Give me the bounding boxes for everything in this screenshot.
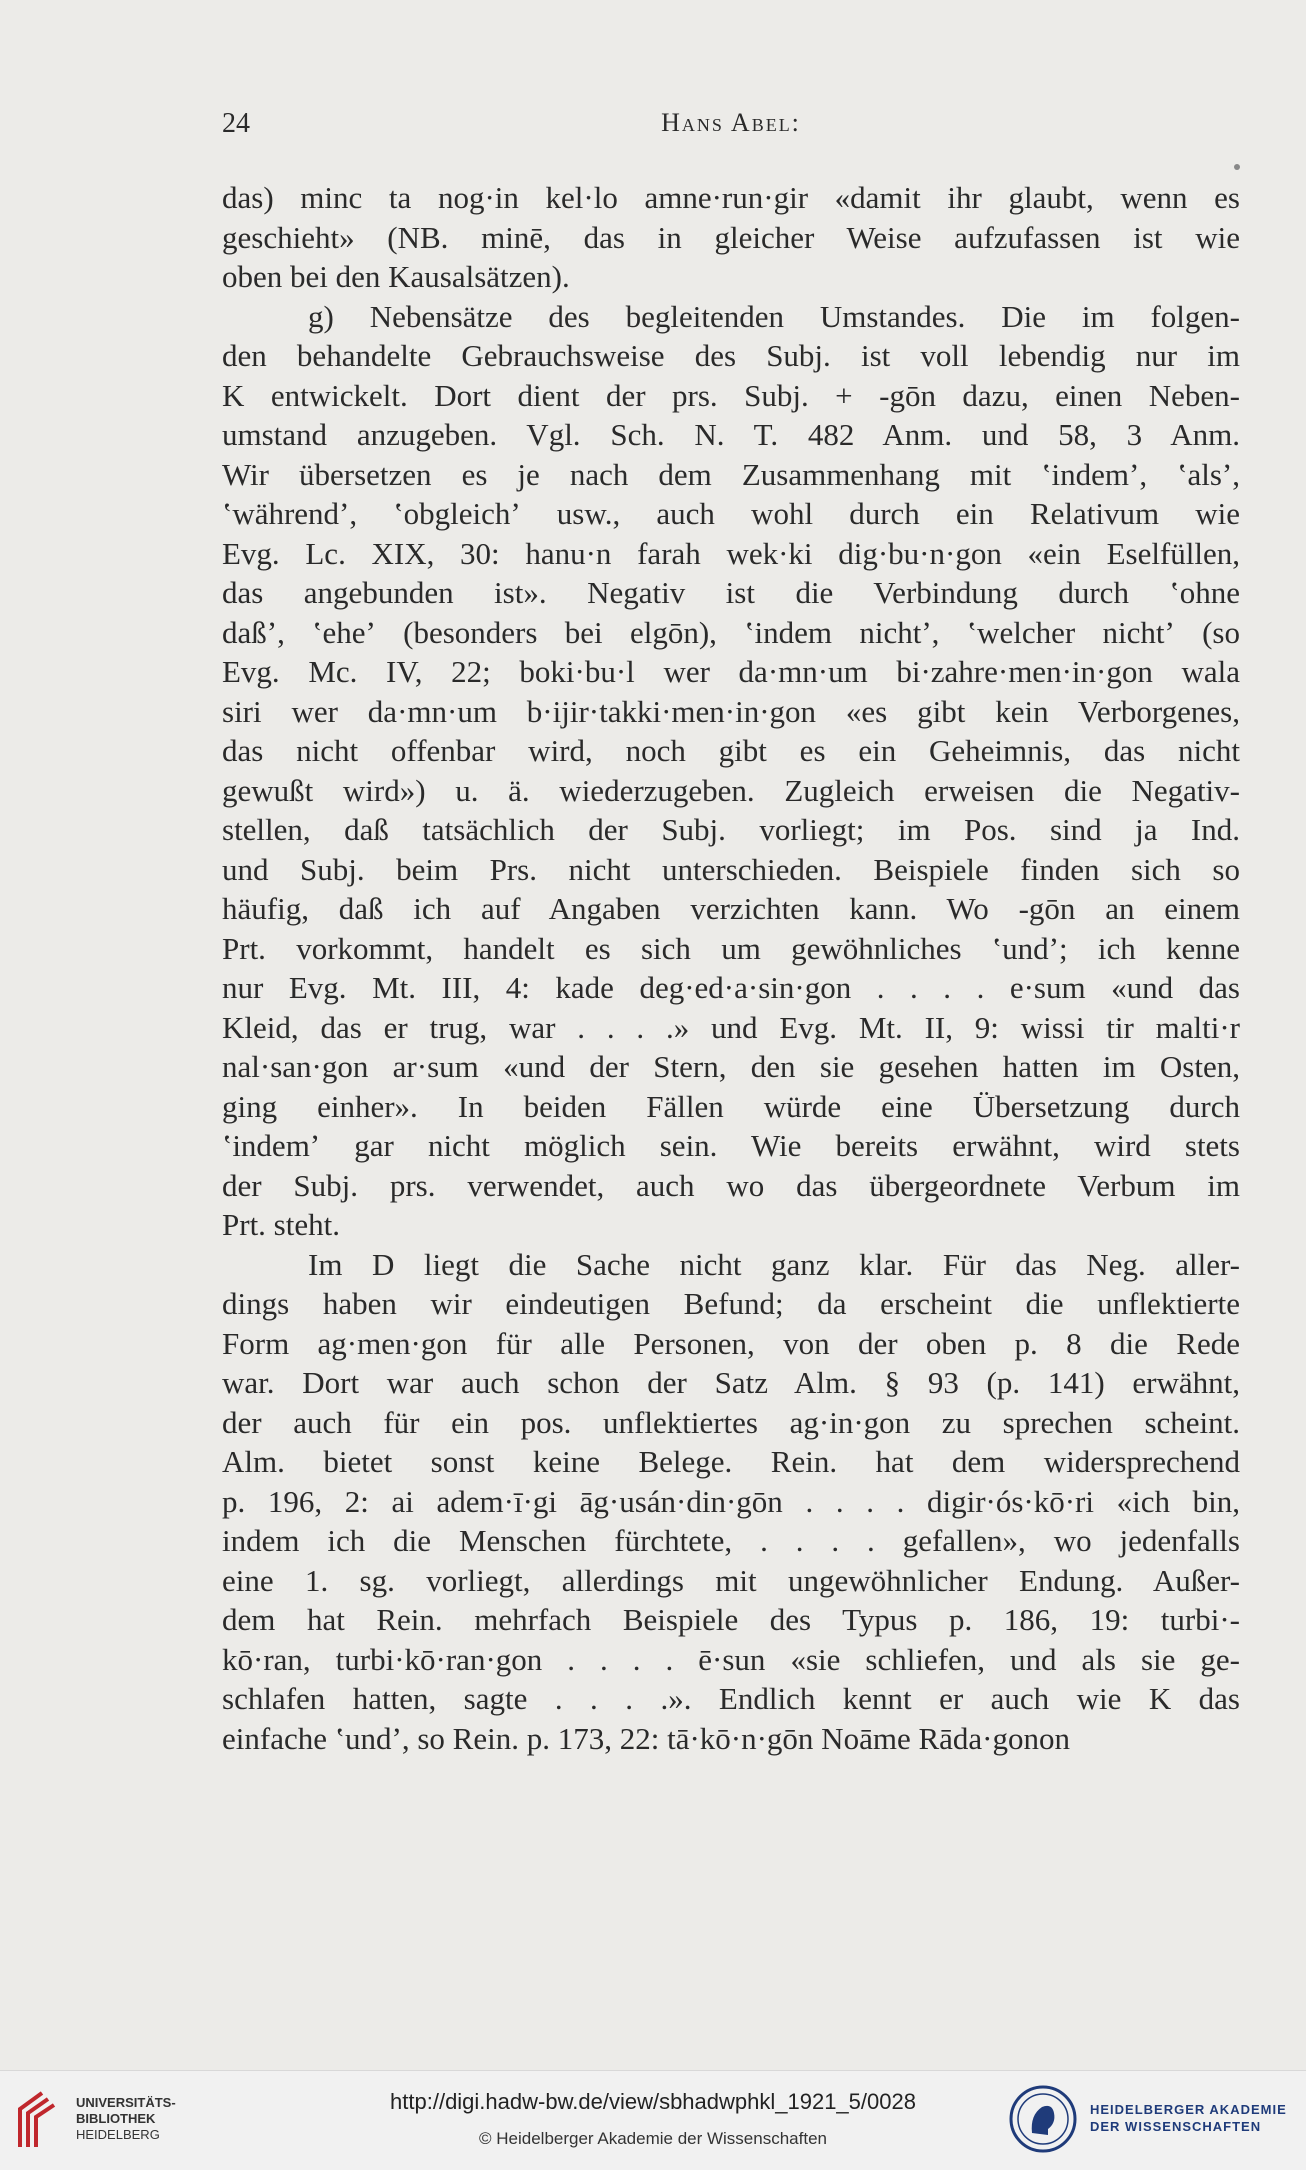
viewer-footer xyxy=(0,2070,1306,2170)
text-line: Prt. vorkommt, handelt es sich um gewöhnliches ʽundʼ; ich kenne xyxy=(222,930,1240,966)
text-line: ʽwährendʼ, ʽobgleichʼ usw., auch wohl durch ein Relativum wie xyxy=(222,496,1240,531)
text-line: kō·ran, turbi·kō·ran·gon . . . . ē·sun «sie schliefen, und als sie ge- xyxy=(222,1641,1240,1677)
text-line: war. Dort war auch schon der Satz Alm. § 93 (p. 141) erwähnt, xyxy=(222,1365,1240,1400)
text-line: und Subj. beim Prs. nicht unterschieden. Beispiele finden sich so xyxy=(222,851,1240,887)
text-line: eine 1. sg. vorliegt, allerdings mit ungewöhnlicher Endung. Außer- xyxy=(222,1562,1240,1598)
text-line: der Subj. prs. verwendet, auch wo das übergeordnete Verbum im xyxy=(222,1167,1240,1203)
text-line: häufig, daß ich auf Angaben verzichten kann. Wo -gōn an einem xyxy=(222,891,1240,926)
ink-speck xyxy=(1234,164,1240,170)
text-line: das nicht offenbar wird, noch gibt es ein Geheimnis, das nicht xyxy=(222,733,1240,768)
library-name-line: BIBLIOTHEK xyxy=(76,2111,156,2126)
text-line: K entwickelt. Dort dient der prs. Subj. + -gōn dazu, einen Neben- xyxy=(222,377,1240,413)
text-line: g) Nebensätze des begleitenden Umstandes. Die im folgen- xyxy=(308,298,1240,334)
library-name-line: UNIVERSITÄTS- xyxy=(76,2095,176,2110)
text-line: einfache ʽundʼ, so Rein. p. 173, 22: tā·kō·n·gōn Noāme Rāda·gonon xyxy=(222,1720,1070,1756)
text-line: das) minc ta nog·in kel·lo amne·run·gir «damit ihr glaubt, wenn es xyxy=(222,180,1240,215)
text-line: Evg. Lc. XIX, 30: hanu·n farah wek·ki dig·bu·n·gon «ein Eselfüllen, xyxy=(222,535,1240,571)
academy-name-line: DER WISSENSCHAFTEN xyxy=(1090,2119,1262,2134)
text-line: Evg. Mc. IV, 22; boki·bu·l wer da·mn·um bi·zahre·men·in·gon wala xyxy=(222,654,1240,689)
permalink-url[interactable]: http://digi.hadw-bw.de/view/sbhadwphkl_1921_5/0028 xyxy=(390,2089,916,2114)
text-line: den behandelte Gebrauchsweise des Subj. ist voll lebendig nur im xyxy=(222,338,1240,373)
text-line: ʽindemʼ gar nicht möglich sein. Wie bereits erwähnt, wird stets xyxy=(222,1128,1240,1163)
text-line: indem ich die Menschen fürchtete, . . . . gefallen», wo jedenfalls xyxy=(222,1523,1240,1558)
text-line: siri wer da·mn·um b·ijir·takki·men·in·gon «es gibt kein Verborgenes, xyxy=(222,693,1240,729)
academy-name-line: HEIDELBERGER AKADEMIE xyxy=(1090,2102,1287,2117)
text-line: p. 196, 2: ai adem·ī·gi āg·usán·din·gōn . . . . digir·ós·kō·ri «ich bin, xyxy=(222,1483,1240,1519)
academy-seal-icon xyxy=(1008,2081,1078,2157)
page-header xyxy=(222,108,1240,148)
text-line: schlafen hatten, sagte . . . .». Endlich kennt er auch wie K das xyxy=(222,1681,1240,1716)
text-line: dem hat Rein. mehrfach Beispiele des Typus p. 186, 19: turbi·- xyxy=(222,1602,1240,1637)
text-line: dings haben wir eindeutigen Befund; da erscheint die unflektierte xyxy=(222,1286,1240,1321)
text-line: umstand anzugeben. Vgl. Sch. N. T. 482 Anm. und 58, 3 Anm. xyxy=(222,417,1240,452)
copyright-notice: © Heidelberger Akademie der Wissenschaften xyxy=(479,2129,827,2148)
text-line: Im D liegt die Sache nicht ganz klar. Für das Neg. aller- xyxy=(308,1246,1240,1282)
text-line: stellen, daß tatsächlich der Subj. vorliegt; im Pos. sind ja Ind. xyxy=(222,812,1240,847)
text-line: nal·san·gon ar·sum «und der Stern, den sie gesehen hatten im Osten, xyxy=(222,1049,1240,1084)
text-line: das angebunden ist». Negativ ist die Verbindung durch ʽohne xyxy=(222,575,1240,610)
academy-name xyxy=(1090,2101,1287,2135)
text-line: ging einher». In beiden Fällen würde eine Übersetzung durch xyxy=(222,1088,1240,1124)
text-line: Alm. bietet sonst keine Belege. Rein. hat dem widersprechend xyxy=(222,1444,1240,1479)
text-line: Kleid, das er trug, war . . . .» und Evg. Mt. II, 9: wissi tir malti·r xyxy=(222,1009,1240,1045)
text-line: geschieht» (NB. minē, das in gleicher Weise aufzufassen ist wie xyxy=(222,219,1240,255)
text-line: oben bei den Kausalsätzen). xyxy=(222,259,570,294)
text-body xyxy=(222,178,1240,1758)
text-line: Form ag·men·gon für alle Personen, von der oben p. 8 die Rede xyxy=(222,1325,1240,1361)
text-line: der auch für ein pos. unflektiertes ag·in·gon zu sprechen scheint. xyxy=(222,1404,1240,1440)
library-name-line: HEIDELBERG xyxy=(76,2127,160,2142)
text-line: nur Evg. Mt. III, 4: kade deg·ed·a·sin·gon . . . . e·sum «und das xyxy=(222,970,1240,1005)
text-line: daßʼ, ʽeheʼ (besonders bei elgōn), ʽindem nichtʼ, ʽwelcher nichtʼ (so xyxy=(222,614,1240,650)
text-line: gewußt wird») u. ä. wiederzugeben. Zugleich erweisen die Negativ- xyxy=(222,772,1240,808)
page-number: 24 xyxy=(222,108,250,139)
text-line: Wir übersetzen es je nach dem Zusammenhang mit ʽindemʼ, ʽalsʼ, xyxy=(222,456,1240,492)
running-head: Hans Abel: xyxy=(661,108,801,137)
text-line: Prt. steht. xyxy=(222,1207,340,1242)
